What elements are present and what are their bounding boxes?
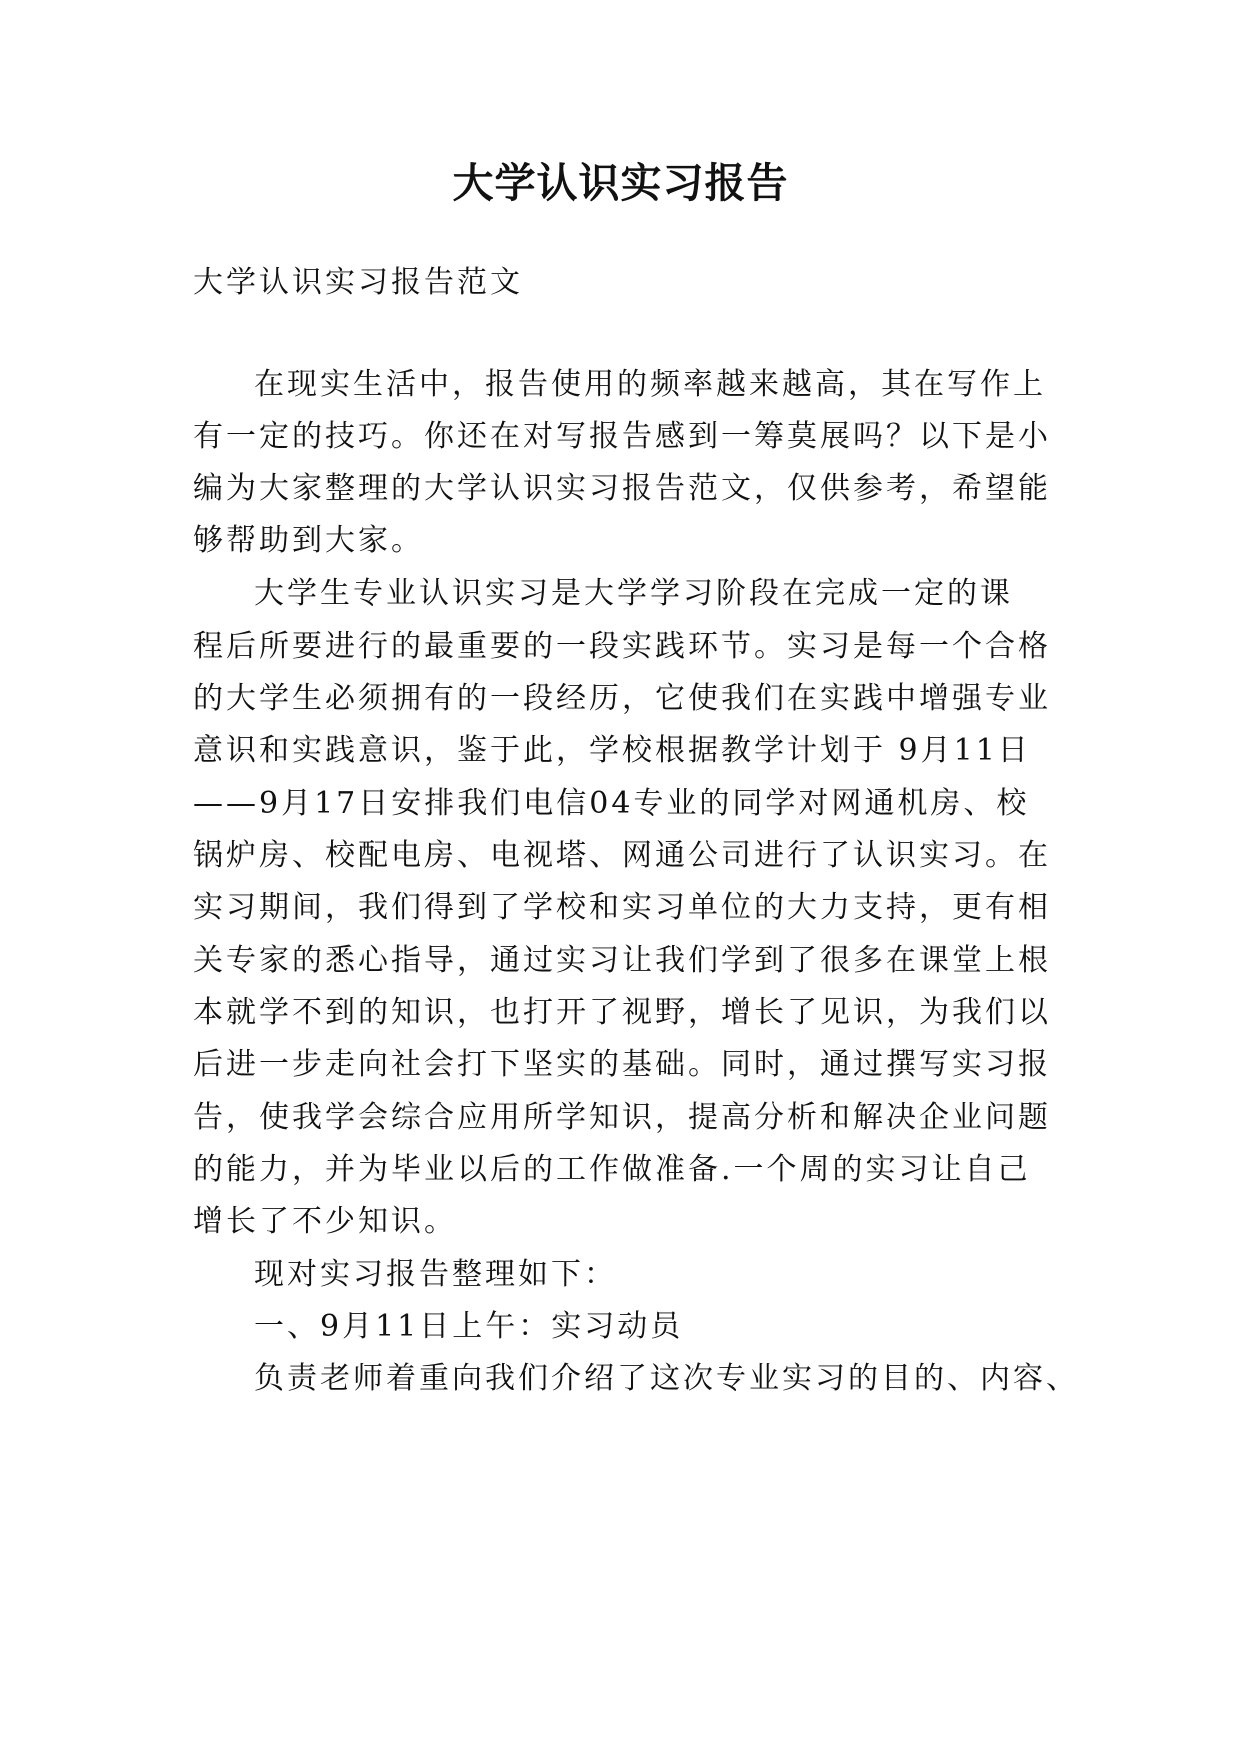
text-line: 大学生专业认识实习是大学学习阶段在完成一定的课 [254,576,1013,611]
section-heading: 一、9月11日上午：实习动员 [254,1309,684,1344]
text-line: 程后所要进行的最重要的一段实践环节。实习是每一个合格 [193,629,1051,664]
text-line: 后进一步走向社会打下坚实的基础。同时，通过撰写实习报 [193,1047,1051,1082]
text-line: 够帮助到大家。 [193,523,424,558]
text-line: 在现实生活中，报告使用的频率越来越高，其在写作上 [254,367,1046,402]
text-line: 意识和实践意识，鉴于此，学校根据教学计划于 9月11日 [193,733,1031,768]
text-line: 实习期间，我们得到了学校和实习单位的大力支持，更有相 [193,890,1051,925]
text-line: ——9月17日安排我们电信04专业的同学对网通机房、校 [193,786,1030,821]
text-line: 现对实习报告整理如下： [254,1257,617,1292]
text-line: 编为大家整理的大学认识实习报告范文，仅供参考，希望能 [193,471,1051,506]
text-line: 负责老师着重向我们介绍了这次专业实习的目的、内容、 [254,1361,1079,1396]
text-line: 本就学不到的知识，也打开了视野，增长了见识，为我们以 [193,995,1051,1030]
text-line: 关专家的悉心指导，通过实习让我们学到了很多在课堂上根 [193,943,1051,978]
text-line: 告，使我学会综合应用所学知识，提高分析和解决企业问题 [193,1100,1051,1135]
text-line: 的能力，并为毕业以后的工作做准备.一个周的实习让自己 [193,1152,1031,1187]
text-line: 的大学生必须拥有的一段经历，它使我们在实践中增强专业 [193,681,1051,716]
text-line: 增长了不少知识。 [193,1204,457,1239]
document-title: 大学认识实习报告 [452,159,789,207]
text-line: 锅炉房、校配电房、电视塔、网通公司进行了认识实习。在 [193,838,1051,873]
document-subtitle: 大学认识实习报告范文 [193,265,523,300]
text-line: 有一定的技巧。你还在对写报告感到一筹莫展吗？以下是小 [193,419,1051,454]
